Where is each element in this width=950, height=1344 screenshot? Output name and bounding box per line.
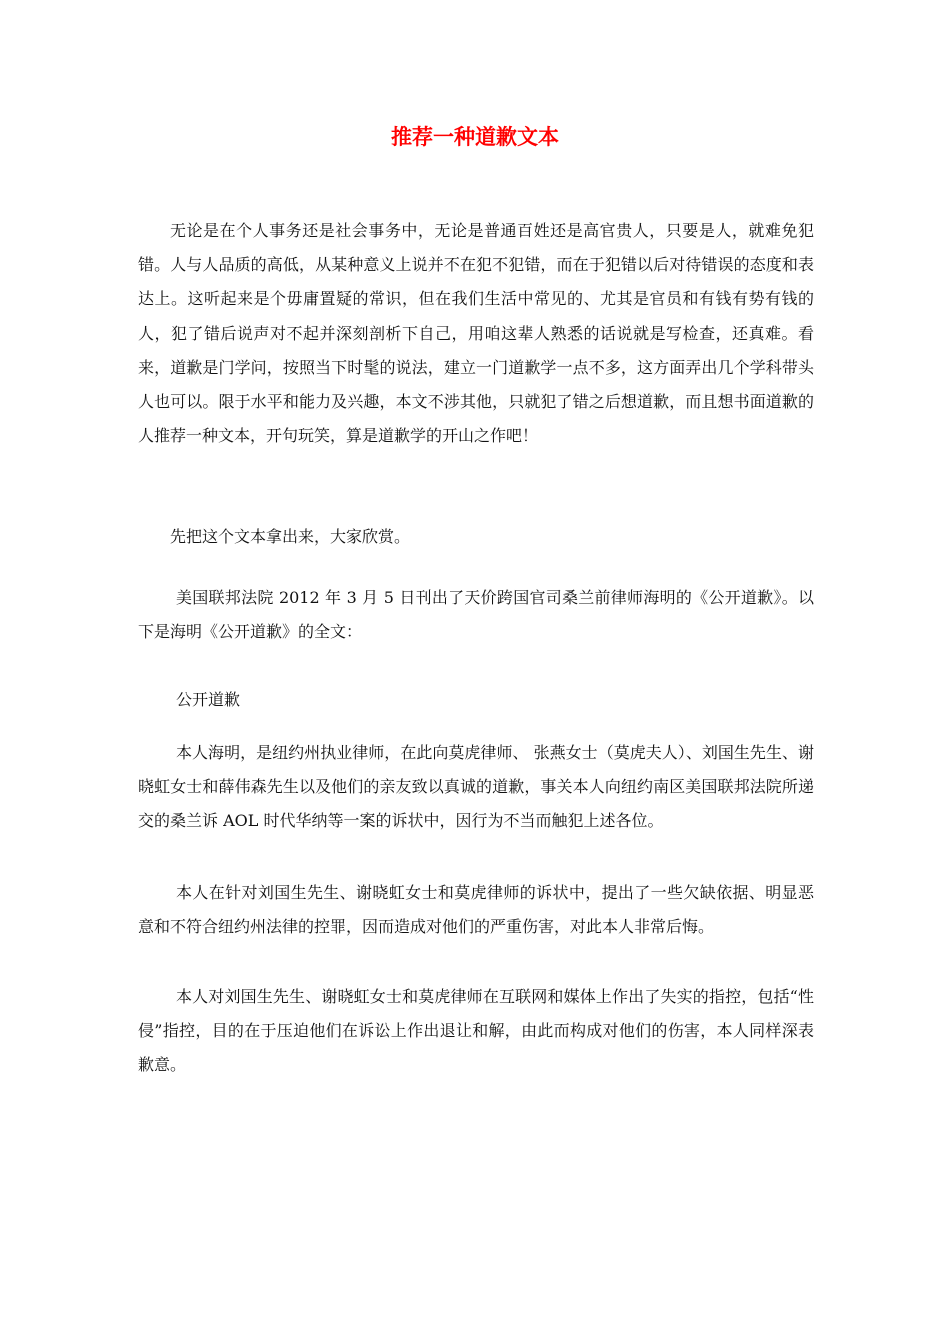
paragraph-present-text: 先把这个文本拿出来，大家欣赏。: [170, 527, 411, 546]
paragraph-apology-1: 本人海明，是纽约州执业律师，在此向莫虎律师、 张燕女士（莫虎夫人）、刘国生先生、谢晓虹女士和薛伟森先生以及他们的亲友致以真诚的道歉，事关本人向纽约南区美国联邦法院所递交的桑兰诉 AOL 时代华纳等一案的诉状中，因行为不当而触犯上述各位。: [138, 743, 814, 831]
paragraph-apology-2: 本人在针对刘国生先生、谢晓虹女士和莫虎律师的诉状中，提出了一些欠缺依据、明显恶意和不符合纽约州法律的控罪，因而造成对他们的严重伤害，对此本人非常后悔。: [138, 883, 814, 937]
document-title: 推荐一种道歉文本: [391, 125, 559, 149]
apology-heading: 公开道歉: [176, 690, 241, 709]
paragraph-apology-3: 本人对刘国生先生、谢晓虹女士和莫虎律师在互联网和媒体上作出了失实的指控，包括“性侵”指控，目的在于压迫他们在诉讼上作出退让和解，由此而构成对他们的伤害，本人同样深表歉意。: [138, 987, 814, 1075]
paragraph-court-notice: 美国联邦法院 2012 年 3 月 5 日刊出了天价跨国官司桑兰前律师海明的《公开道歉》。以下是海明《公开道歉》的全文：: [138, 588, 814, 642]
paragraph-intro: 无论是在个人事务还是社会事务中，无论是普通百姓还是高官贵人，只要是人，就难免犯错。人与人品质的高低，从某种意义上说并不在犯不犯错，而在于犯错以后对待错误的态度和表达上。这听起来是个毋庸置疑的常识，但在我们生活中常见的、尤其是官员和有钱有势有钱的人，犯了错后说声对不起并深刻剖析下自己，用咱这辈人熟悉的话说就是写检查，还真难。看来，道歉是门学问，按照当下时髦的说法，建立一门道歉学一点不多，这方面弄出几个学科带头人也可以。限于水平和能力及兴趣，本文不涉其他，只就犯了错之后想道歉，而且想书面道歉的人推荐一种文本，开句玩笑，算是道歉学的开山之作吧！: [138, 221, 814, 446]
